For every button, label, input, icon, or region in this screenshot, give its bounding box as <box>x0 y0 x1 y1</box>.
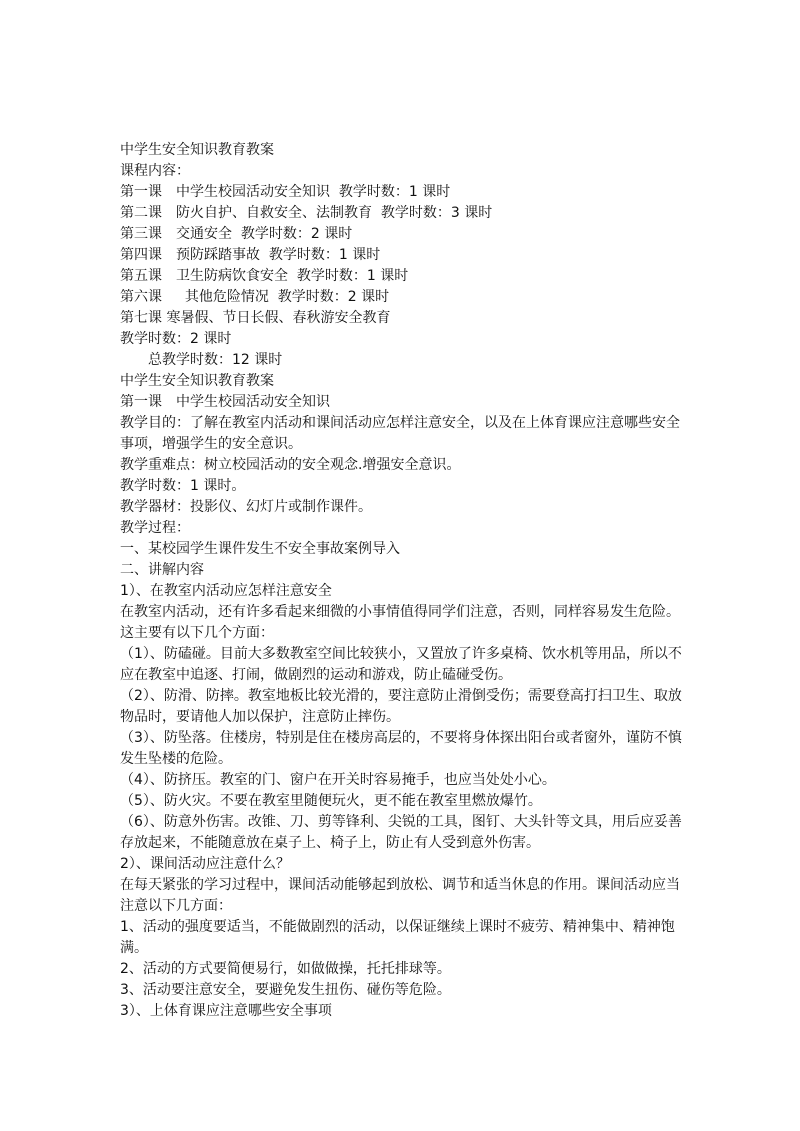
body-line: 应在教室中追逐、打闹，做剧烈的运动和游戏，防止磕碰受伤。 <box>120 667 512 683</box>
body-line: 教学器材：投影仪、幻灯片或制作课件。 <box>120 499 372 515</box>
lesson-line: 第四课 预防踩踏事故 教学时数：1 课时 <box>120 247 381 263</box>
body-line: 2）、课间活动应注意什么？ <box>120 856 290 872</box>
lesson-line: 第五课 卫生防病饮食安全 教学时数：1 课时 <box>120 268 409 284</box>
body-line: 这主要有以下几个方面： <box>120 625 274 641</box>
body-line: （6）、防意外伤害。改锥、刀、剪等锋利、尖锐的工具，图钉、大头针等文具，用后应妥善 <box>120 814 682 830</box>
body-line: 存放起来，不能随意放在桌子上、椅子上，防止有人受到意外伤害。 <box>120 835 540 851</box>
body-line: 2、活动的方式要简便易行，如做做操，托托排球等。 <box>120 961 451 977</box>
body-line: 物品时，要请他人加以保护，注意防止摔伤。 <box>120 709 400 725</box>
body-line: （1）、防磕碰。目前大多数教室空间比较狭小，又置放了许多桌椅、饮水机等用品，所以不 <box>120 646 682 662</box>
lesson-line: 第三课 交通安全 教学时数：2 课时 <box>120 226 353 242</box>
body-line: 教学时数：1 课时。 <box>120 478 246 494</box>
body-line: （3）、防坠落。住楼房，特别是住在楼房高层的，不要将身体探出阳台或者窗外，谨防不慎 <box>120 730 682 746</box>
body-line: 事项，增强学生的安全意识。 <box>120 436 302 452</box>
body-line: 一、某校园学生课件发生不安全事故案例导入 <box>120 541 400 557</box>
body-line: 在教室内活动，还有许多看起来细微的小事情值得同学们注意，否则，同样容易发生危险。 <box>120 604 680 620</box>
body-line: （4）、防挤压。教室的门、窗户在开关时容易掩手，也应当处处小心。 <box>120 772 556 788</box>
body-line: 3）、上体育课应注意哪些安全事项 <box>120 1003 332 1019</box>
lesson1-title: 第一课 中学生校园活动安全知识 <box>120 394 330 410</box>
document-title-2: 中学生安全知识教育教案 <box>120 373 274 389</box>
lesson-line: 第六课 其他危险情况 教学时数：2 课时 <box>120 289 390 305</box>
body-line: 教学目的：了解在教室内活动和课间活动应怎样注意安全，以及在上体育课应注意哪些安全 <box>120 415 680 431</box>
body-line: （2）、防滑、防摔。教室地板比较光滑的，要注意防止滑倒受伤；需要登高打扫卫生、取放 <box>120 688 682 704</box>
document-title: 中学生安全知识教育教案 <box>120 142 274 158</box>
lesson-line: 第二课 防火自护、自救安全、法制教育 教学时数：3 课时 <box>120 205 493 221</box>
lesson-line: 教学时数：2 课时 <box>120 331 232 347</box>
course-heading: 课程内容： <box>120 163 190 179</box>
lesson-line: 第一课 中学生校园活动安全知识 教学时数：1 课时 <box>120 184 451 200</box>
body-line: 在每天紧张的学习过程中，课间活动能够起到放松、调节和适当休息的作用。课间活动应当 <box>120 877 680 893</box>
body-line: 1）、在教室内活动应怎样注意安全 <box>120 583 332 599</box>
body-line: 教学过程： <box>120 520 190 536</box>
body-line: 满。 <box>120 940 148 956</box>
body-line: 1、活动的强度要适当，不能做剧烈的活动，以保证继续上课时不疲劳、精神集中、精神饱 <box>120 919 675 935</box>
body-line: 注意以下几方面： <box>120 898 232 914</box>
body-line: 二、讲解内容 <box>120 562 204 578</box>
body-line: 教学重难点：树立校园活动的安全观念.增强安全意识。 <box>120 457 461 473</box>
body-line: 发生坠楼的危险。 <box>120 751 232 767</box>
total-hours: 总教学时数：12 课时 <box>148 352 283 368</box>
body-line: （5）、防火灾。不要在教室里随便玩火，更不能在教室里燃放爆竹。 <box>120 793 542 809</box>
document-page <box>120 140 700 1022</box>
body-line: 3、活动要注意安全，要避免发生扭伤、碰伤等危险。 <box>120 982 451 998</box>
lesson-line: 第七课 寒暑假、节日长假、春秋游安全教育 <box>120 310 391 326</box>
